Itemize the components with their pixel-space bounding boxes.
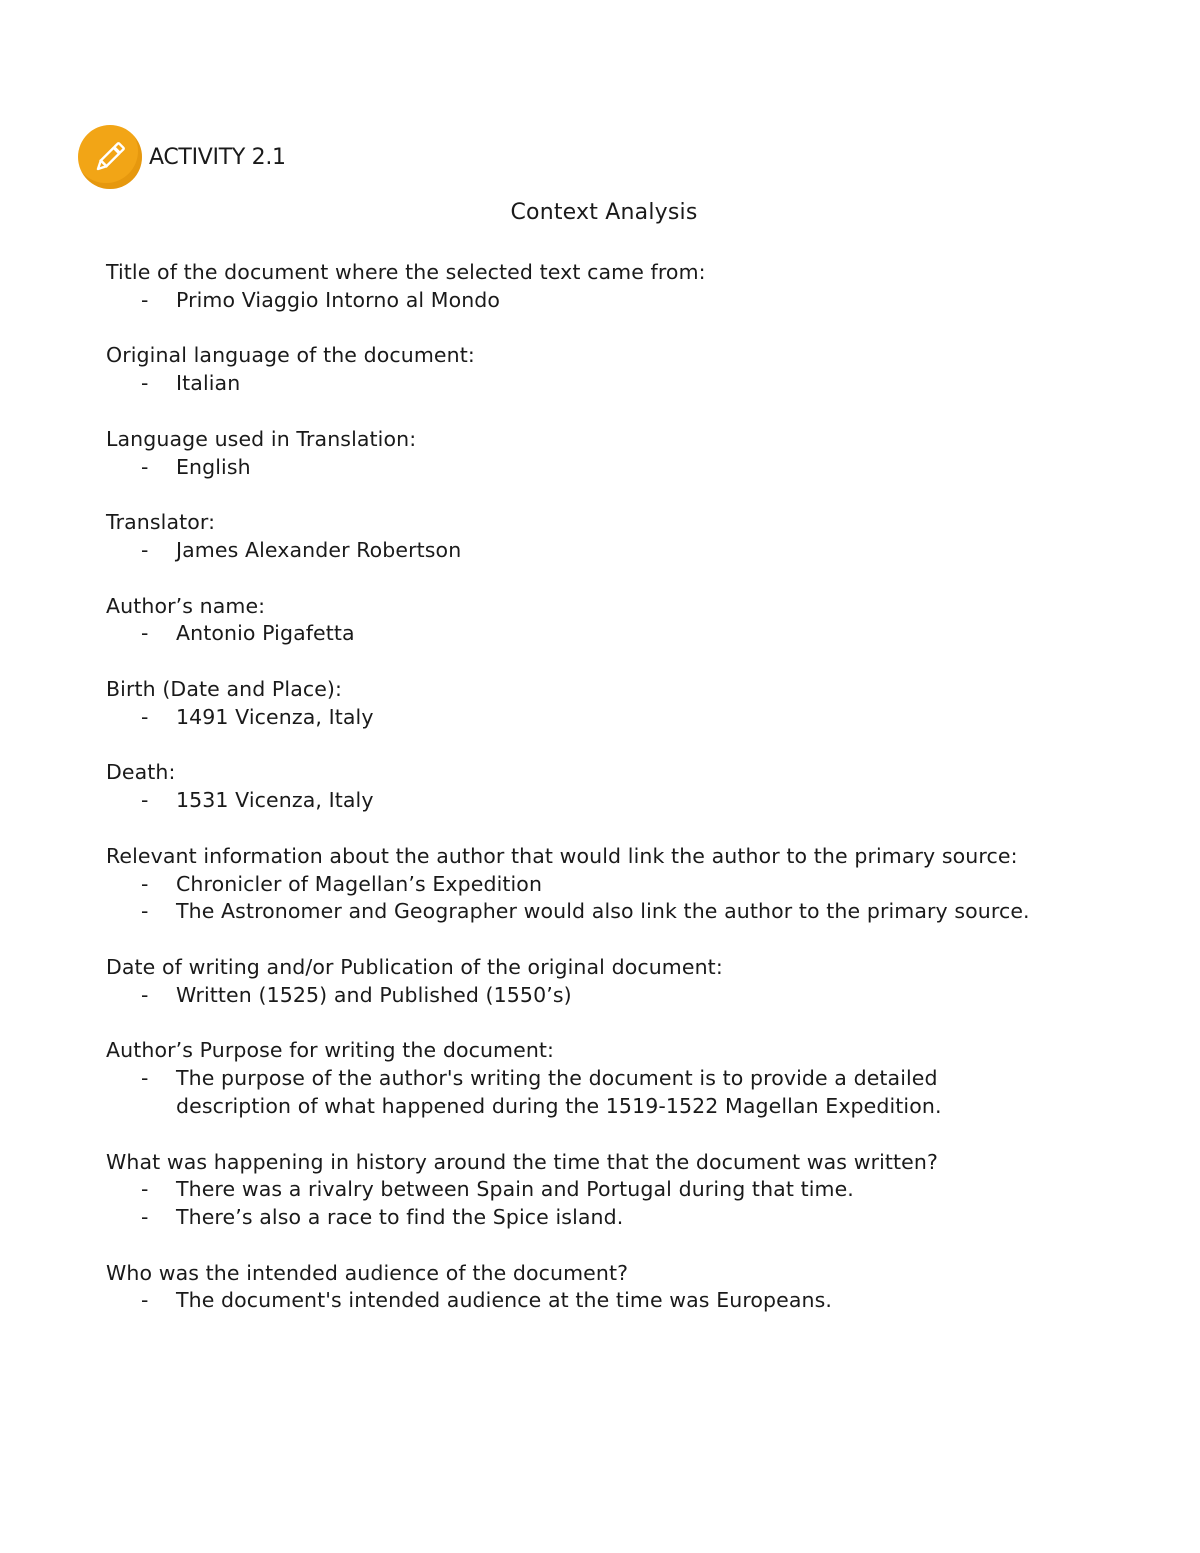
bullet-dash: - [141,899,149,924]
answer-item [106,620,1046,648]
qa-section [106,1037,1046,1120]
bullet-dash: - [141,287,149,312]
bullet-dash: - [141,621,149,646]
answer-text: The document's intended audience at the time was Europeans. [176,1288,833,1313]
qa-section [106,593,1046,649]
bullet-dash: - [141,537,149,562]
qa-section [106,342,1046,398]
activity-header [78,124,286,190]
pencil-icon [78,125,142,189]
answer-item [106,898,1046,926]
answer-item [106,454,1046,482]
activity-label: ACTIVITY 2.1 [149,144,286,170]
qa-section [106,509,1046,565]
document-title: Context Analysis [510,200,698,225]
answer-text: There’s also a race to find the Spice island. [176,1205,624,1230]
question-label: What was happening in history around the time that the document was written? [106,1149,938,1174]
question-label: Language used in Translation: [106,426,417,451]
answer-text: Written (1525) and Published (1550’s) [176,982,572,1007]
answer-text: There was a rivalry between Spain and Portugal during that time. [176,1177,854,1202]
question-label: Original language of the document: [106,343,475,368]
qa-section [106,954,1046,1010]
bullet-dash: - [141,1177,149,1202]
bullet-dash: - [141,788,149,813]
answer-text: Italian [176,371,241,396]
answer-text: The Astronomer and Geographer would also link the author to the primary source. [176,899,1030,924]
document-body [106,259,1046,1343]
bullet-dash: - [141,871,149,896]
qa-section [106,259,1046,315]
bullet-dash: - [141,371,149,396]
answer-item [106,370,1046,398]
question-label: Title of the document where the selected text came from: [106,260,706,284]
bullet-dash: - [141,454,149,479]
answer-item [106,787,1046,815]
question-label: Author’s name: [106,593,266,618]
bullet-dash: - [141,982,149,1007]
bullet-dash: - [141,1288,149,1313]
answer-text: The purpose of the author's writing the document is to provide a detailed description of what happened during the 1519-1522 Magellan Expedition. [176,1066,942,1118]
answer-text: 1531 Vicenza, Italy [176,788,374,813]
question-label: Date of writing and/or Publication of the original document: [106,954,723,979]
qa-section [106,1260,1046,1316]
question-label: Who was the intended audience of the document? [106,1260,629,1285]
answer-item [106,1204,1046,1232]
question-label: Relevant information about the author that would link the author to the primary source: [106,843,1018,868]
answer-item [106,1287,1046,1315]
question-label: Translator: [106,510,216,535]
answer-item [106,704,1046,732]
answer-text: James Alexander Robertson [176,537,462,562]
qa-section [106,676,1046,732]
answer-item [106,1065,1046,1121]
question-label: Death: [106,760,176,785]
bullet-dash: - [141,1205,149,1230]
answer-item [106,537,1046,565]
question-label: Author’s Purpose for writing the document: [106,1038,555,1063]
answer-item [106,287,1046,315]
qa-section [106,1149,1046,1232]
answer-item [106,871,1046,899]
qa-section [106,843,1046,926]
answer-item [106,1176,1046,1204]
answer-text: Antonio Pigafetta [176,621,355,646]
answer-text: 1491 Vicenza, Italy [176,704,374,729]
qa-section [106,426,1046,482]
question-label: Birth (Date and Place): [106,676,343,701]
answer-text: Chronicler of Magellan’s Expedition [176,871,543,896]
answer-text: Primo Viaggio Intorno al Mondo [176,287,501,312]
answer-item [106,982,1046,1010]
bullet-dash: - [141,1066,149,1091]
answer-text: English [176,454,251,479]
qa-section [106,759,1046,815]
bullet-dash: - [141,704,149,729]
